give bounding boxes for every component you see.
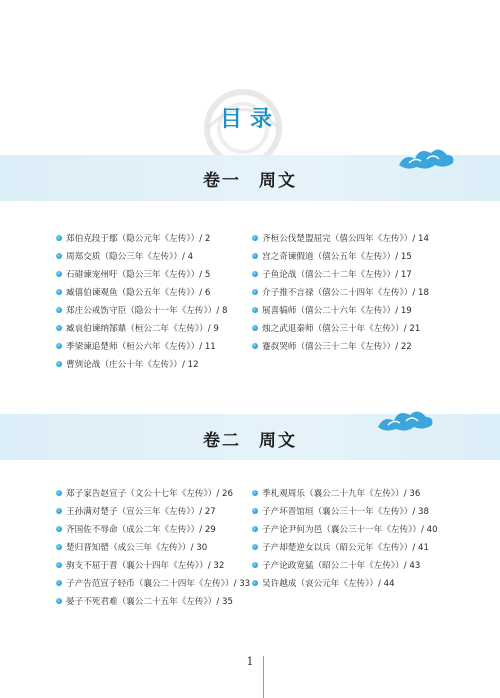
bullet-icon (56, 598, 62, 604)
toc-entry[interactable]: 齐国佐不辱命（成公二年《左传》）/ 29 (56, 520, 246, 538)
bullet-icon (56, 307, 62, 313)
toc-entry[interactable]: 吴许越成（哀公元年《左传》）/ 44 (252, 574, 442, 592)
volume1-list-right (252, 229, 442, 355)
bullet-icon (252, 490, 258, 496)
bullet-icon (56, 325, 62, 331)
volume2-list-right (252, 484, 442, 592)
toc-entry[interactable]: 子鱼论战（僖公二十二年《左传》）/ 17 (252, 265, 442, 283)
toc-entry[interactable]: 蹇叔哭师（僖公三十二年《左传》）/ 22 (252, 337, 442, 355)
bullet-icon (56, 271, 62, 277)
toc-entry[interactable]: 子产坏晋馆垣（襄公三十一年《左传》）/ 38 (252, 502, 442, 520)
toc-entry[interactable]: 宫之奇谏假道（僖公五年《左传》）/ 15 (252, 247, 442, 265)
toc-entry[interactable]: 介子推不言禄（僖公二十四年《左传》）/ 18 (252, 283, 442, 301)
toc-entry[interactable]: 子产论政宽猛（昭公二十年《左传》）/ 43 (252, 556, 442, 574)
toc-entry[interactable]: 子产告范宣子轻币（襄公二十四年《左传》）/ 33 (56, 574, 246, 592)
toc-entry[interactable]: 楚归晋知罃（成公三年《左传》）/ 30 (56, 538, 246, 556)
toc-entry[interactable]: 郑庄公戒饬守臣（隐公十一年《左传》）/ 8 (56, 301, 246, 319)
toc-entry[interactable]: 季梁谏追楚师（桓公六年《左传》）/ 11 (56, 337, 246, 355)
bullet-icon (252, 343, 258, 349)
toc-entry[interactable]: 曹刿论战（庄公十年《左传》）/ 12 (56, 355, 246, 373)
bullet-icon (56, 544, 62, 550)
volume1-list-left (56, 229, 246, 373)
bullet-icon (56, 343, 62, 349)
page-title: 目录 (219, 107, 280, 132)
bullet-icon (252, 325, 258, 331)
bullet-icon (252, 580, 258, 586)
footer-divider (263, 656, 264, 698)
bullet-icon (252, 253, 258, 259)
toc-entry[interactable]: 王孙满对楚子（宣公三年《左传》）/ 27 (56, 502, 246, 520)
toc-entry[interactable]: 子产论尹何为邑（襄公三十一年《左传》）/ 40 (252, 520, 442, 538)
toc-entry[interactable]: 周郑交质（隐公三年《左传》）/ 4 (56, 247, 246, 265)
bullet-icon (252, 544, 258, 550)
toc-entry[interactable]: 郑子家告赵宣子（文公十七年《左传》）/ 26 (56, 484, 246, 502)
bullet-icon (252, 235, 258, 241)
bullet-icon (252, 508, 258, 514)
toc-entry[interactable]: 齐桓公伐楚盟屈完（僖公四年《左传》）/ 14 (252, 229, 442, 247)
bullet-icon (252, 289, 258, 295)
bullet-icon (56, 289, 62, 295)
volume1-heading (0, 166, 500, 191)
volume2-name: 周文 (259, 431, 297, 451)
toc-entry[interactable]: 臧哀伯谏纳郜鼎（桓公二年《左传》）/ 9 (56, 319, 246, 337)
toc-entry[interactable]: 展喜犒师（僖公二十六年《左传》）/ 19 (252, 301, 442, 319)
bullet-icon (252, 307, 258, 313)
volume1-name: 周文 (259, 171, 297, 191)
volume2-heading (0, 426, 500, 451)
bullet-icon (56, 526, 62, 532)
bullet-icon (56, 361, 62, 367)
toc-entry[interactable]: 石碏谏宠州吁（隐公三年《左传》）/ 5 (56, 265, 246, 283)
bullet-icon (56, 253, 62, 259)
toc-entry[interactable]: 烛之武退秦师（僖公三十年《左传》）/ 21 (252, 319, 442, 337)
toc-entry[interactable]: 晏子不死君难（襄公二十五年《左传》）/ 35 (56, 592, 246, 610)
toc-entry[interactable]: 臧僖伯谏观鱼（隐公五年《左传》）/ 6 (56, 283, 246, 301)
bullet-icon (252, 526, 258, 532)
bullet-icon (56, 562, 62, 568)
volume2-list-left (56, 484, 251, 610)
bullet-icon (252, 271, 258, 277)
bullet-icon (252, 562, 258, 568)
volume1-number: 卷一 (203, 171, 241, 191)
bullet-icon (56, 580, 62, 586)
bullet-icon (56, 490, 62, 496)
toc-entry[interactable]: 子产却楚逆女以兵（昭公元年《左传》）/ 41 (252, 538, 442, 556)
bullet-icon (56, 235, 62, 241)
toc-entry[interactable]: 季札观周乐（襄公二十九年《左传》）/ 36 (252, 484, 442, 502)
bullet-icon (56, 508, 62, 514)
volume2-number: 卷二 (203, 431, 241, 451)
page-number: 1 (246, 655, 254, 668)
toc-entry[interactable]: 郑伯克段于鄢（隐公元年《左传》）/ 2 (56, 229, 246, 247)
toc-entry[interactable]: 驹支不屈于晋（襄公十四年《左传》）/ 32 (56, 556, 246, 574)
